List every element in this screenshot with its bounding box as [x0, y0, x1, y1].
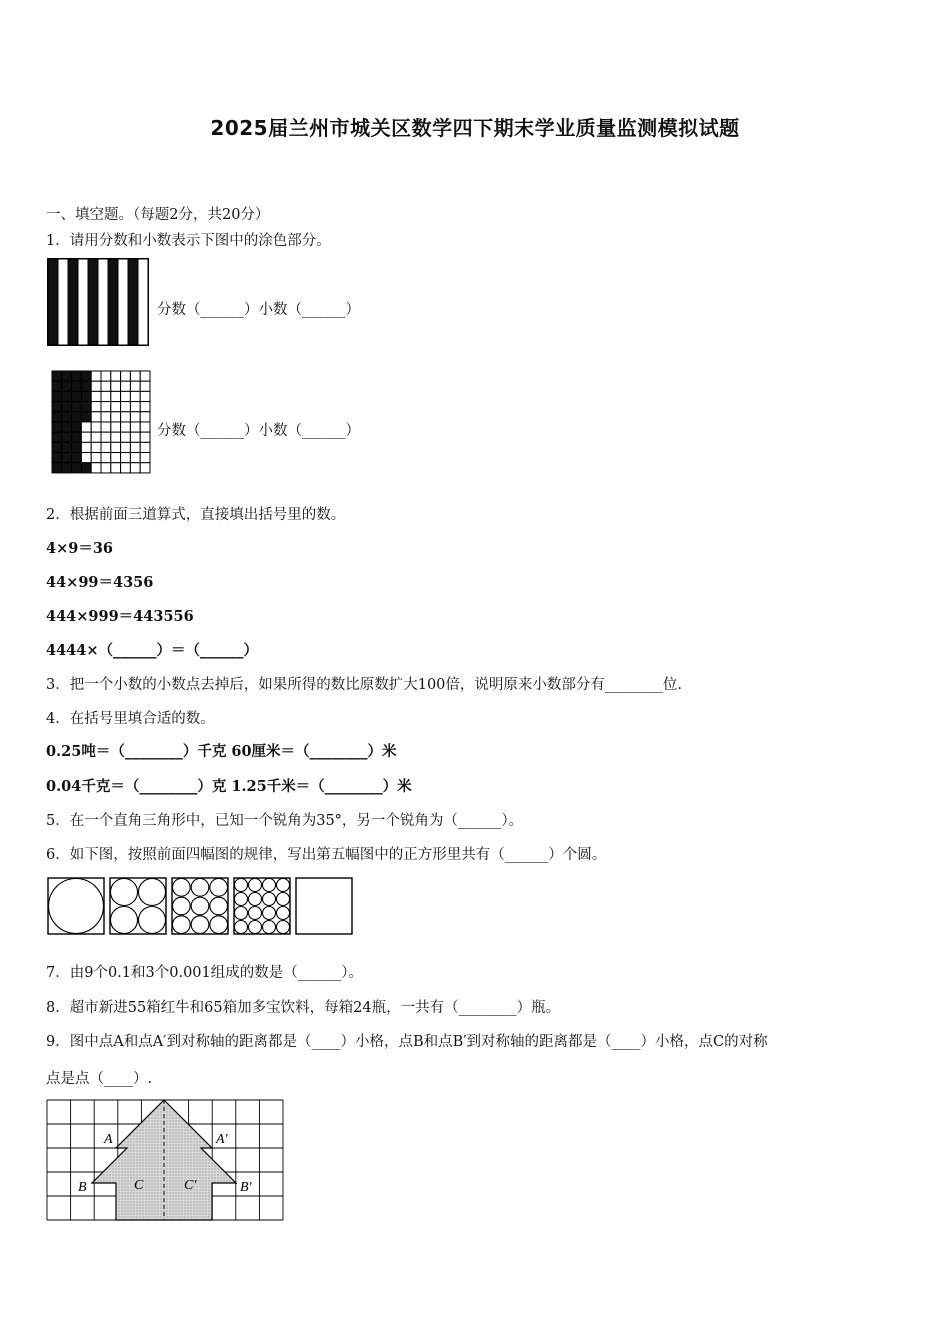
grid-square	[140, 371, 150, 381]
shaded-square	[62, 422, 72, 432]
hundred-grid-figure	[51, 370, 151, 474]
grid-square	[121, 463, 131, 473]
grid-square	[140, 442, 150, 452]
grid-square	[121, 381, 131, 391]
shaded-square	[72, 432, 82, 442]
grid-square	[101, 402, 111, 412]
grid-square	[111, 371, 121, 381]
grid-square	[111, 432, 121, 442]
question-2-equation-4[interactable]: 4444×（______）＝（______）	[46, 642, 259, 659]
question-2-equation-1: 4×9＝36	[46, 540, 114, 557]
shaded-square	[52, 422, 62, 432]
grid-square	[101, 422, 111, 432]
grid-square	[121, 402, 131, 412]
question-2-text: 2．根据前面三道算式，直接填出括号里的数。	[46, 507, 346, 523]
grid-square	[121, 391, 131, 401]
grid-square	[81, 432, 91, 442]
label-a: A	[104, 1132, 113, 1147]
grid-square	[121, 412, 131, 422]
shaded-stripe	[108, 259, 118, 345]
grid-square	[130, 463, 140, 473]
question-6-text[interactable]: 6．如下图，按照前面四幅图的规律，写出第五幅图中的正方形里共有（______）个圆。	[46, 847, 607, 863]
grid-square	[140, 432, 150, 442]
grid-square	[101, 381, 111, 391]
grid-square	[91, 453, 101, 463]
shaded-square	[72, 412, 82, 422]
grid-square	[121, 442, 131, 452]
grid-square	[130, 371, 140, 381]
blank-stripe	[98, 259, 108, 345]
pattern-square-3	[172, 878, 228, 934]
shaded-square	[81, 402, 91, 412]
grid-square	[140, 463, 150, 473]
grid-square	[91, 412, 101, 422]
grid-square	[101, 391, 111, 401]
pattern-square-2	[110, 878, 166, 934]
grid-square	[140, 453, 150, 463]
grid-square	[111, 453, 121, 463]
grid-square	[91, 381, 101, 391]
shaded-square	[72, 442, 82, 452]
grid-square	[130, 442, 140, 452]
shaded-square	[81, 412, 91, 422]
shaded-square	[72, 463, 82, 473]
label-a-prime: A′	[216, 1132, 228, 1147]
shaded-square	[62, 371, 72, 381]
shaded-square	[62, 453, 72, 463]
grid-square	[140, 422, 150, 432]
blank-stripe	[78, 259, 88, 345]
question-4-line-1[interactable]: 0.25吨＝（________）千克 60厘米＝（________）米	[46, 743, 397, 760]
grid-square	[91, 463, 101, 473]
shaded-square	[62, 463, 72, 473]
shaded-square	[52, 412, 62, 422]
grid-square	[140, 381, 150, 391]
grid-square	[111, 442, 121, 452]
grid-square	[91, 402, 101, 412]
shaded-square	[72, 371, 82, 381]
page-title: 2025届兰州市城关区数学四下期末学业质量监测模拟试题	[210, 116, 740, 140]
question-1-row1-answer[interactable]: 分数（______）小数（______）	[157, 302, 360, 318]
question-2-equation-3: 444×999＝443556	[46, 608, 194, 625]
shaded-square	[62, 381, 72, 391]
label-c: C	[134, 1178, 144, 1193]
shaded-square	[62, 391, 72, 401]
grid-square	[91, 422, 101, 432]
grid-square	[81, 422, 91, 432]
grid-square	[121, 432, 131, 442]
grid-square	[111, 391, 121, 401]
pattern-square-5	[296, 878, 352, 934]
shaded-square	[52, 453, 62, 463]
blank-stripe	[58, 259, 68, 345]
grid-square	[101, 371, 111, 381]
shaded-square	[81, 381, 91, 391]
grid-square	[140, 402, 150, 412]
blank-stripe	[118, 259, 128, 345]
grid-square	[130, 453, 140, 463]
shaded-stripe	[88, 259, 98, 345]
grid-square	[130, 381, 140, 391]
blank-stripe	[138, 259, 148, 345]
shaded-square	[52, 381, 62, 391]
shaded-square	[62, 412, 72, 422]
grid-square	[121, 453, 131, 463]
grid-square	[101, 463, 111, 473]
grid-square	[101, 432, 111, 442]
label-b-prime: B′	[240, 1180, 252, 1195]
shaded-square	[62, 402, 72, 412]
symmetry-tree-figure	[46, 1099, 286, 1221]
grid-square	[111, 422, 121, 432]
question-4-line-2[interactable]: 0.04千克＝（________）克 1.25千米＝（________）米	[46, 778, 412, 795]
grid-square	[111, 412, 121, 422]
grid-square	[111, 463, 121, 473]
grid-square	[130, 412, 140, 422]
grid-square	[111, 381, 121, 391]
shaded-square	[52, 371, 62, 381]
shaded-square	[52, 442, 62, 452]
grid-square	[81, 442, 91, 452]
shaded-square	[72, 422, 82, 432]
shaded-square	[52, 402, 62, 412]
question-4-text: 4．在括号里填合适的数。	[46, 711, 215, 727]
question-7-text[interactable]: 7．由9个0.1和3个0.001组成的数是（______）。	[46, 965, 363, 981]
question-9-text-line-1[interactable]: 9．图中点A和点A′到对称轴的距离都是（____）小格，点B和点B′到对称轴的距离都是（____）小格，点C的对称	[46, 1034, 768, 1050]
grid-square	[101, 412, 111, 422]
grid-square	[91, 371, 101, 381]
grid-square	[140, 412, 150, 422]
circle-pattern-figure	[46, 876, 356, 938]
shaded-square	[81, 371, 91, 381]
question-1-text: 1．请用分数和小数表示下图中的涂色部分。	[46, 233, 331, 249]
shaded-square	[72, 391, 82, 401]
grid-square	[91, 442, 101, 452]
grid-square	[81, 453, 91, 463]
shaded-square	[72, 453, 82, 463]
shaded-square	[52, 463, 62, 473]
grid-square	[91, 432, 101, 442]
section-heading: 一、填空题。（每题2分，共20分）	[46, 207, 270, 223]
grid-square	[140, 391, 150, 401]
shaded-stripe	[128, 259, 138, 345]
question-9-text-line-2[interactable]: 点是点（____）.	[46, 1071, 153, 1087]
grid-square	[130, 402, 140, 412]
shaded-square	[62, 442, 72, 452]
label-c-prime: C′	[184, 1178, 197, 1193]
question-1-row2-answer[interactable]: 分数（______）小数（______）	[157, 423, 360, 439]
grid-square	[130, 391, 140, 401]
striped-bar-figure	[47, 258, 149, 346]
grid-square	[121, 422, 131, 432]
question-2-equation-2: 44×99＝4356	[46, 574, 154, 591]
question-5-text[interactable]: 5．在一个直角三角形中，已知一个锐角为35°，另一个锐角为（______）。	[46, 813, 524, 829]
pattern-square-4	[234, 878, 290, 934]
grid-square	[130, 422, 140, 432]
grid-square	[130, 432, 140, 442]
question-3-text[interactable]: 3．把一个小数的小数点去掉后，如果所得的数比原数扩大100倍，说明原来小数部分有________位.	[46, 677, 683, 693]
label-b: B	[78, 1180, 87, 1195]
shaded-square	[81, 391, 91, 401]
grid-square	[101, 453, 111, 463]
shaded-square	[52, 391, 62, 401]
shaded-square	[72, 381, 82, 391]
shaded-square	[72, 402, 82, 412]
grid-square	[91, 391, 101, 401]
shaded-stripe	[68, 259, 78, 345]
grid-square	[111, 402, 121, 412]
shaded-stripe	[48, 259, 58, 345]
shaded-square	[81, 463, 91, 473]
grid-square	[101, 442, 111, 452]
grid-square	[121, 371, 131, 381]
shaded-square	[52, 432, 62, 442]
shaded-square	[62, 432, 72, 442]
question-8-text[interactable]: 8．超市新进55箱红牛和65箱加多宝饮料，每箱24瓶，一共有（________）瓶。	[46, 1000, 561, 1016]
